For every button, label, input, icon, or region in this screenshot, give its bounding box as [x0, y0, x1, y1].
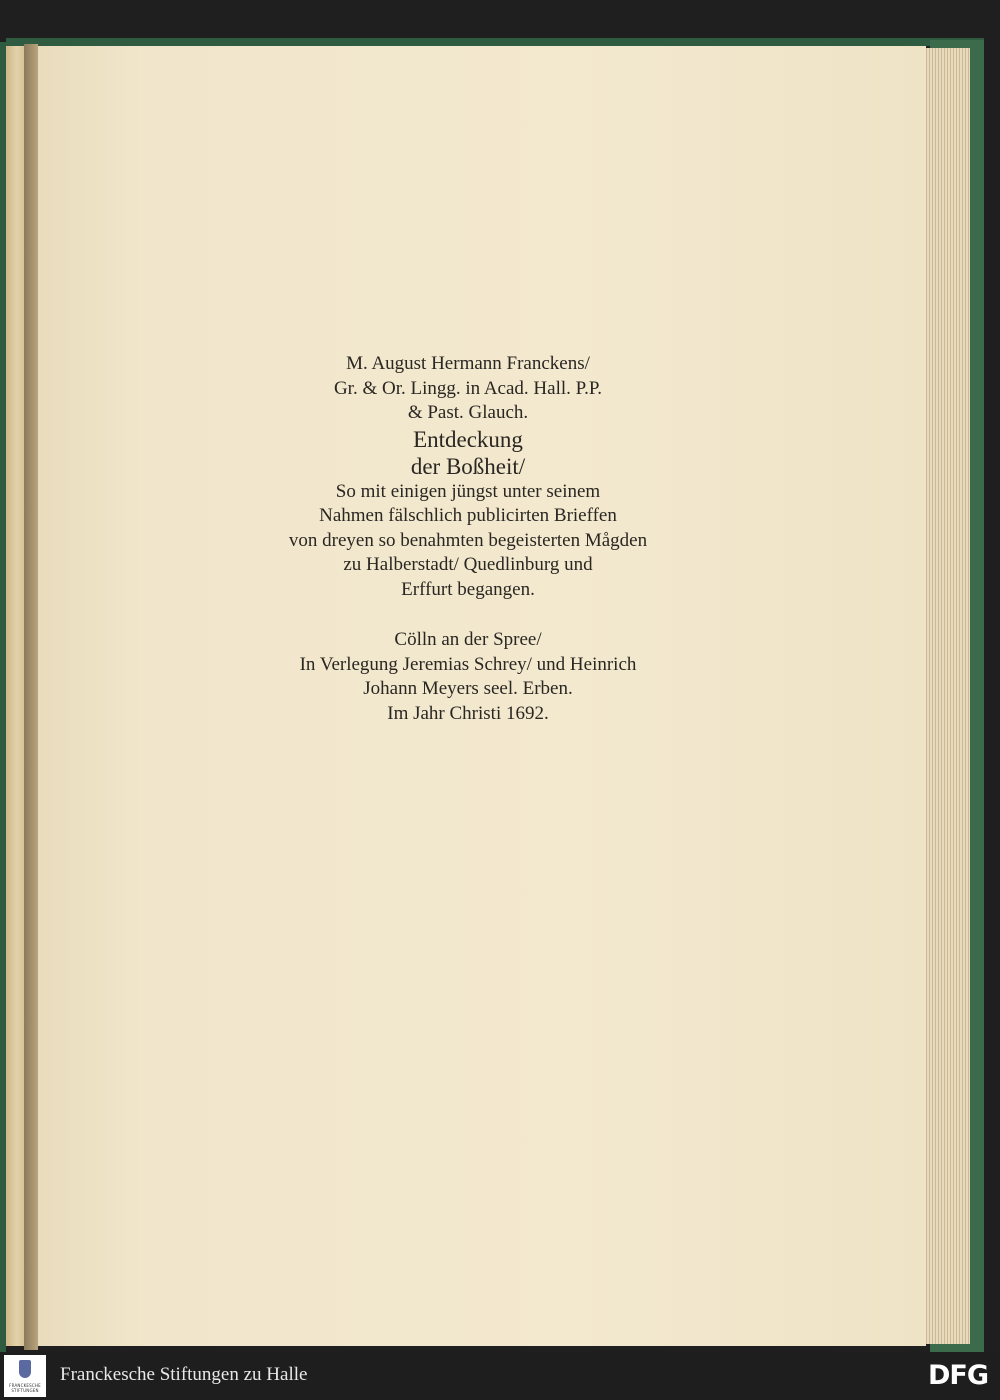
dfg-logo[interactable]: DFG [927, 1360, 988, 1391]
imprint-line: Im Jahr Christi 1692. [387, 702, 549, 724]
title-line-1: Entdeckung [413, 426, 523, 452]
crest-icon [19, 1360, 31, 1378]
title-page-block [218, 352, 718, 726]
franckesche-stiftungen-logo[interactable] [4, 1355, 46, 1397]
author-line: M. August Hermann Franckens/ [346, 353, 590, 374]
book-cover-top-edge [6, 38, 984, 46]
spacer [218, 602, 718, 628]
subtitle-line: Erffurt begangen. [401, 578, 535, 600]
imprint-line: Johann Meyers seel. Erben. [363, 678, 573, 699]
subtitle-line: von dreyen so benahmten begeisterten Mågden [288, 529, 648, 551]
pastor-line: & Past. Glauch. [407, 402, 529, 423]
viewer-footer-bar [0, 1352, 1000, 1400]
scanned-page [38, 46, 926, 1346]
subtitle-line: So mit einigen jüngst unter seinem [335, 480, 601, 502]
logo-caption: FRANCKESCHE STIFTUNGEN [9, 1383, 41, 1393]
imprint-line: In Verlegung Jeremias Schrey/ und Heinrich [299, 653, 637, 675]
title-line-2: der Boßheit/ [410, 453, 526, 479]
degree-line: Gr. & Or. Lingg. in Acad. Hall. P.P. [333, 377, 603, 399]
subtitle-line: zu Halberstadt/ Quedlinburg und [343, 554, 593, 575]
book-gutter [24, 44, 38, 1350]
subtitle-line: Nahmen fälschlich publicirten Brieffen [319, 505, 617, 526]
imprint-line: Cölln an der Spree/ [394, 629, 542, 650]
institution-name: Franckesche Stiftungen zu Halle [60, 1364, 308, 1385]
page-stack-edges [924, 48, 970, 1344]
left-page-edge [6, 46, 24, 1346]
